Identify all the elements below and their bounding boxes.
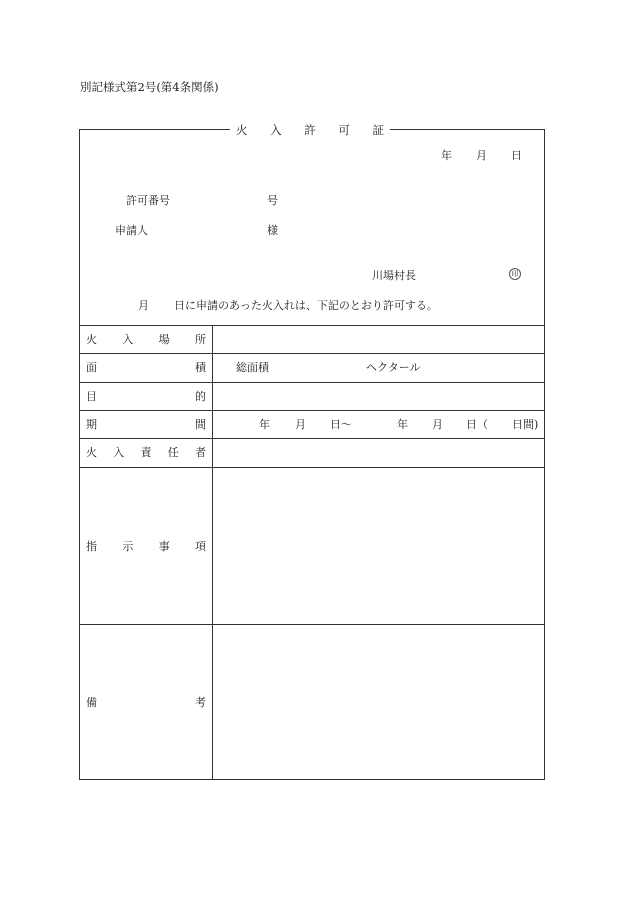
table-column-divider <box>212 325 213 780</box>
title-char: 火 <box>236 123 248 137</box>
row-label-place: 火 入 場 所 <box>86 333 206 346</box>
table-divider <box>79 467 545 468</box>
title-char: 証 <box>372 123 384 137</box>
row-label-person-in-charge: 火 入 責 任 者 <box>86 446 206 459</box>
permit-number-label: 許可番号 <box>126 194 170 207</box>
date-day: 日 <box>511 149 522 162</box>
period-start-day: 日〜 <box>330 418 352 431</box>
table-divider <box>79 325 545 326</box>
row-label-purpose: 目 的 <box>86 390 206 403</box>
form-number-label: 別記様式第2号(第4条関係) <box>80 80 219 94</box>
area-unit: ヘクタール <box>366 361 421 374</box>
request-text: 日に申請のあった火入れは、下記のとおり許可する。 <box>174 299 438 312</box>
permit-number-suffix: 号 <box>267 194 278 207</box>
total-area-label: 総面積 <box>236 361 269 374</box>
date-month: 月 <box>476 149 487 162</box>
period-start-year: 年 <box>259 418 270 431</box>
date-year: 年 <box>441 149 452 162</box>
table-divider <box>79 624 545 625</box>
table-divider <box>79 438 545 439</box>
table-divider <box>79 353 545 354</box>
period-end-month: 月 <box>432 418 443 431</box>
row-label-instructions: 指 示 事 項 <box>86 540 206 553</box>
applicant-honorific: 様 <box>267 224 278 237</box>
period-end-day: 日（ <box>466 418 488 431</box>
period-days: 日間) <box>512 418 539 431</box>
title-char: 可 <box>338 123 350 137</box>
seal-mark: 印 <box>509 268 521 280</box>
mayor-title: 川場村長 <box>372 269 416 282</box>
applicant-label: 申請人 <box>115 224 148 237</box>
certificate-title <box>230 123 390 137</box>
period-end-year: 年 <box>397 418 408 431</box>
title-char: 許 <box>304 123 316 137</box>
row-label-period: 期 間 <box>86 418 206 431</box>
request-month: 月 <box>138 299 149 312</box>
row-label-area: 面 積 <box>86 361 206 374</box>
table-divider <box>79 382 545 383</box>
table-divider <box>79 410 545 411</box>
title-char: 入 <box>270 123 282 137</box>
period-start-month: 月 <box>295 418 306 431</box>
row-label-remarks: 備 考 <box>86 696 206 709</box>
